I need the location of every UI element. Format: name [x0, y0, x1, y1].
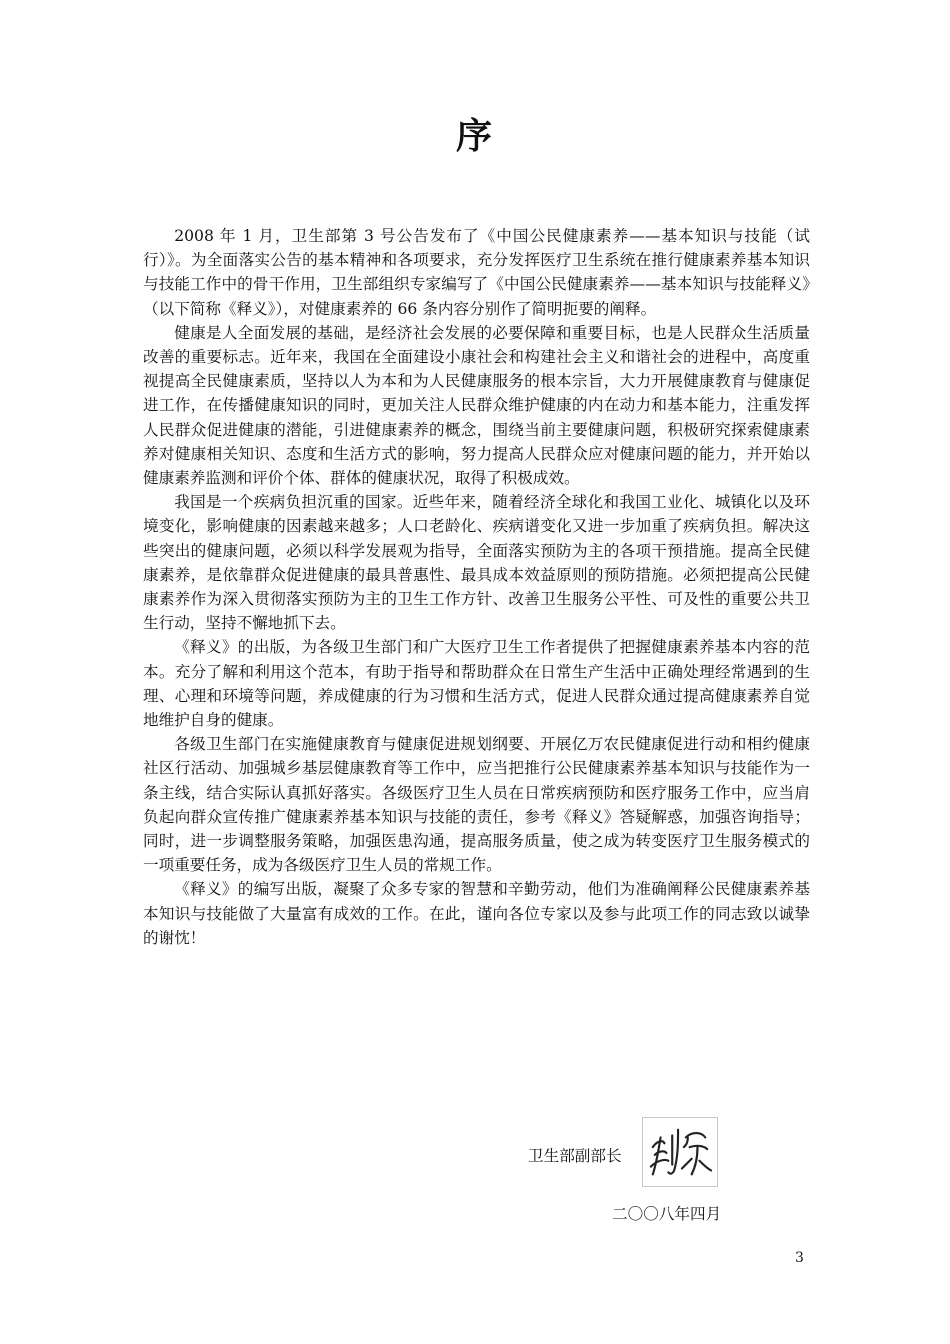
paragraph-1: 2008 年 1 月，卫生部第 3 号公告发布了《中国公民健康素养——基本知识与技能（试行）》。为全面落实公告的基本精神和各项要求，充分发挥医疗卫生系统在推行健康素养基本知识与技能工作中的骨干作用，卫生部组织专家编写了《中国公民健康素养——基本知识与技能释义》（以下简称《释义》），对健康素养的 66 条内容分别作了简明扼要的阐释。 [143, 227, 810, 318]
signature-block [528, 1117, 728, 1193]
signature-scribble-icon [643, 1118, 717, 1186]
document-date: 二〇〇八年四月 [612, 1205, 722, 1223]
paragraph-4: 《释义》的出版，为各级卫生部门和广大医疗卫生工作者提供了把握健康素养基本内容的范本。充分了解和利用这个范本，有助于指导和帮助群众在日常生产生活中正确处理经常遇到的生理、心理和环境等问题，养成健康的行为习惯和生活方式，促进人民群众通过提高健康素养自觉地维护自身的健康。 [143, 638, 810, 730]
paragraph-3: 我国是一个疾病负担沉重的国家。近些年来，随着经济全球化和我国工业化、城镇化以及环境变化，影响健康的因素越来越多；人口老龄化、疾病谱变化又进一步加重了疾病负担。解决这些突出的健康问题，必须以科学发展观为指导，全面落实预防为主的各项干预措施。提高全民健康素养，是依靠群众促进健康的最具普惠性、最具成本效益原则的预防措施。必须把提高公民健康素养作为深入贯彻落实预防为主的卫生工作方针、改善卫生服务公平性、可及性的重要公共卫生行动，坚持不懈地抓下去。 [143, 493, 810, 633]
paragraph-6: 《释义》的编写出版，凝聚了众多专家的智慧和辛勤劳动，他们为准确阐释公民健康素养基本知识与技能做了大量富有成效的工作。在此，谨向各位专家以及参与此项工作的同志致以诚挚的谢忱！ [143, 880, 810, 947]
paragraph-2: 健康是人全面发展的基础，是经济社会发展的必要保障和重要目标，也是人民群众生活质量改善的重要标志。近年来，我国在全面建设小康社会和构建社会主义和谐社会的进程中，高度重视提高全民健康素质，坚持以人为本和为人民健康服务的根本宗旨，大力开展健康教育与健康促进工作，在传播健康知识的同时，更加关注人民群众维护健康的内在动力和基本能力，注重发挥人民群众促进健康的潜能，引进健康素养的概念，围绕当前主要健康问题，积极研究探索健康素养对健康相关知识、态度和生活方式的影响，努力提高人民群众应对健康问题的能力，并开始以健康素养监测和评价个体、群体的健康状况，取得了积极成效。 [143, 323, 810, 488]
paragraph-5: 各级卫生部门在实施健康教育与健康促进规划纲要、开展亿万农民健康促进行动和相约健康社区行活动、加强城乡基层健康教育等工作中，应当把推行公民健康素养基本知识与技能作为一条主线，结合实际认真抓好落实。各级医疗卫生人员在日常疾病预防和医疗服务工作中，应当肩负起向群众宣传推广健康素养基本知识与技能的责任，参考《释义》答疑解惑，加强咨询指导；同时，进一步调整服务策略，加强医患沟通，提高服务质量，使之成为转变医疗卫生服务模式的一项重要任务，成为各级医疗卫生人员的常规工作。 [143, 735, 810, 875]
preface-body [143, 224, 810, 950]
signatory-title: 卫生部副部长 [528, 1147, 622, 1165]
page-title: 序 [455, 115, 494, 157]
page-number: 3 [795, 1250, 804, 1266]
handwritten-signature-image [642, 1117, 718, 1187]
